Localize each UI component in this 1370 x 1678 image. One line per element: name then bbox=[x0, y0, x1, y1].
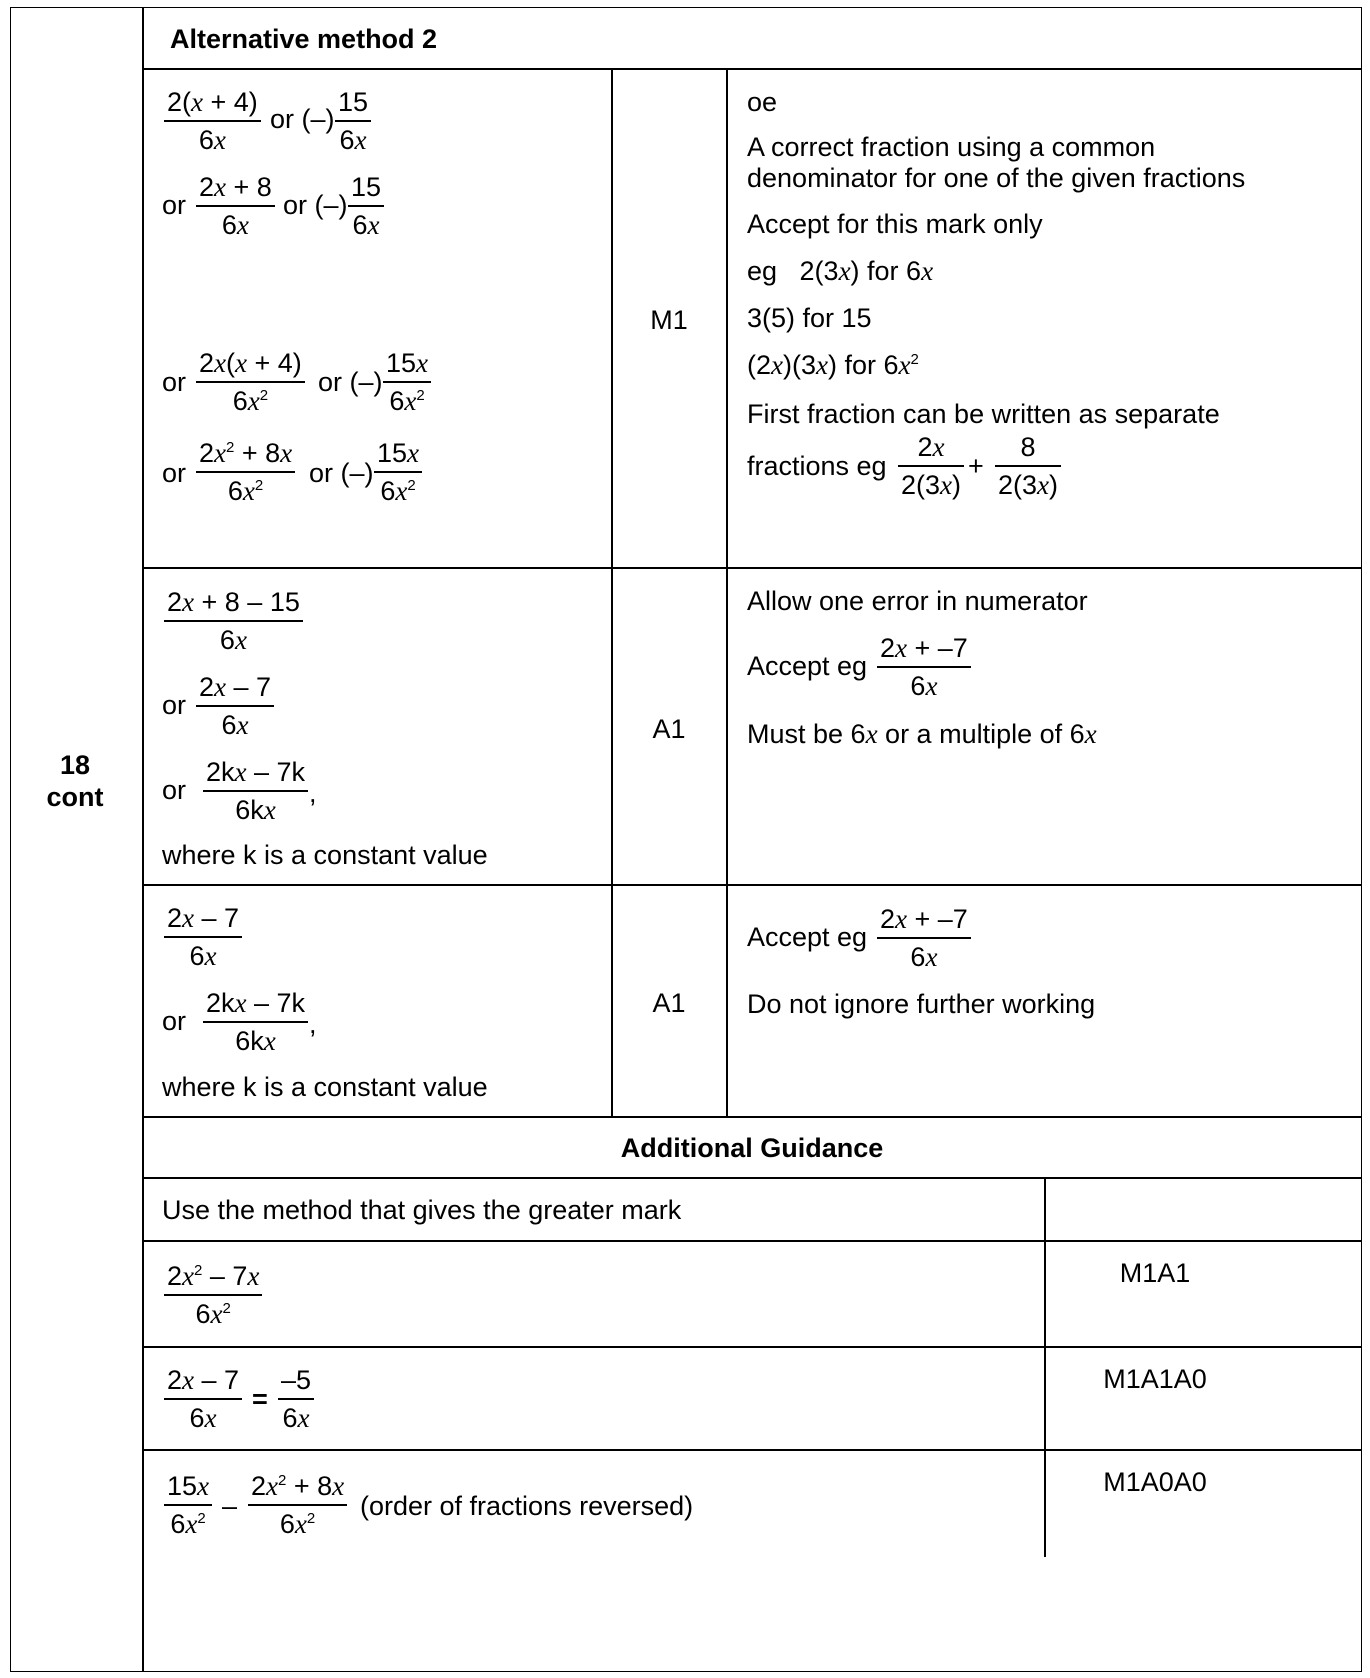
or-text: or bbox=[162, 775, 187, 805]
answer-fraction: 2kx – 7k 6kx bbox=[203, 756, 308, 826]
guidance-row3-divider bbox=[142, 1449, 1362, 1451]
question-cont: cont bbox=[46, 782, 104, 812]
or-minus-text: or (–) bbox=[270, 104, 335, 134]
question-column-divider bbox=[142, 7, 144, 1672]
answer-fraction: 15 6x bbox=[348, 171, 384, 241]
comment-line: Accept eg bbox=[747, 651, 868, 681]
comment-line: denominator for one of the given fractions bbox=[747, 163, 1246, 193]
mark-a1: A1 bbox=[652, 714, 686, 744]
answer-fraction: 15x $6x^2$ bbox=[374, 437, 422, 507]
or-minus-text: or (–) bbox=[283, 190, 348, 220]
guidance-note: (order of fractions reversed) bbox=[360, 1491, 694, 1521]
answer-fraction: $2x^2 + 8x$ $6x^2$ bbox=[196, 437, 295, 507]
comment-line: fractions eg bbox=[747, 451, 887, 481]
answer-fraction: 15x $6x^2$ bbox=[383, 347, 431, 417]
comment-fraction: 2x 2(3x) bbox=[898, 431, 964, 501]
guidance-title: Additional Guidance bbox=[620, 1133, 884, 1163]
guidance-fraction: $2x^2 - 7x$ $6x^2$ bbox=[164, 1260, 262, 1330]
comma: , bbox=[309, 1009, 317, 1039]
guidance-row2-divider bbox=[142, 1346, 1362, 1348]
guidance-mark: M1A1A0 bbox=[1103, 1364, 1207, 1394]
where-text: where k is a constant value bbox=[162, 840, 488, 870]
guidance-text: Use the method that gives the greater mark bbox=[162, 1195, 682, 1225]
answer-fraction: 15 6x bbox=[335, 86, 371, 156]
comment-line: First fraction can be written as separate bbox=[747, 399, 1220, 429]
mark-a1: A1 bbox=[652, 988, 686, 1018]
guidance-mark: M1A1 bbox=[1119, 1258, 1191, 1288]
answer-fraction: 2x – 7 6x bbox=[164, 902, 242, 972]
equals-sign: = bbox=[252, 1384, 268, 1414]
comment-line: 3(5) for 15 bbox=[747, 303, 872, 333]
answer-mark-divider bbox=[611, 68, 613, 1116]
comment-line: Allow one error in numerator bbox=[747, 586, 1088, 616]
comment-line: A correct fraction using a common bbox=[747, 132, 1156, 162]
or-text: or bbox=[162, 458, 187, 488]
minus-sign: – bbox=[222, 1491, 238, 1521]
guidance-fraction: –5 6x bbox=[278, 1364, 314, 1434]
or-minus-text: or (–) bbox=[309, 458, 374, 488]
comment-oe: oe bbox=[747, 87, 778, 117]
answer-fraction: 2x – 7 6x bbox=[196, 671, 274, 741]
comment-fraction: 2x + –7 6x bbox=[877, 903, 971, 973]
comment-line: Accept eg bbox=[747, 922, 868, 952]
answer-fraction: 2x + 8 – 15 6x bbox=[164, 586, 303, 656]
where-text: where k is a constant value bbox=[162, 1072, 488, 1102]
method-title-divider bbox=[142, 68, 1362, 70]
or-minus-text: or (–) bbox=[318, 367, 383, 397]
row1-divider bbox=[142, 567, 1362, 569]
row3-divider bbox=[142, 1116, 1362, 1118]
mark-comment-divider bbox=[726, 68, 728, 1116]
comment-fraction: 8 2(3x) bbox=[995, 431, 1061, 501]
answer-fraction: 2x + 8 6x bbox=[196, 171, 275, 241]
method-title: Alternative method 2 bbox=[170, 24, 438, 54]
comment-line: eg 2(3x) for 6x bbox=[747, 256, 934, 286]
answer-fraction: 2kx – 7k 6kx bbox=[203, 987, 308, 1057]
row2-divider bbox=[142, 884, 1362, 886]
guidance-mark: M1A0A0 bbox=[1103, 1467, 1207, 1497]
comment-line: Must be 6x or a multiple of 6x bbox=[747, 719, 1097, 749]
comma: , bbox=[309, 778, 317, 808]
or-text: or bbox=[162, 690, 187, 720]
guidance-fraction: $2x^2 + 8x$ $6x^2$ bbox=[248, 1470, 347, 1540]
or-text: or bbox=[162, 1006, 187, 1036]
or-text: or bbox=[162, 367, 187, 397]
or-text: or bbox=[162, 190, 187, 220]
question-number: 18 bbox=[59, 750, 91, 780]
comment-fraction: 2x + –7 6x bbox=[877, 632, 971, 702]
guidance-fraction: 2x – 7 6x bbox=[164, 1364, 242, 1434]
answer-fraction: 2x(x + 4) $6x^2$ bbox=[196, 347, 305, 417]
answer-fraction: 2(x + 4) 6x bbox=[164, 86, 261, 156]
comment-line: Do not ignore further working bbox=[747, 989, 1096, 1019]
comment-line: (2x)(3x) for $6x^2$ bbox=[747, 350, 919, 380]
plus-sign: + bbox=[968, 451, 984, 481]
guidance-row1-divider bbox=[142, 1240, 1362, 1242]
comment-line: Accept for this mark only bbox=[747, 209, 1043, 239]
mark-m1: M1 bbox=[650, 305, 688, 335]
guidance-fraction: 15x $6x^2$ bbox=[164, 1470, 212, 1540]
guidance-title-divider bbox=[142, 1177, 1362, 1179]
